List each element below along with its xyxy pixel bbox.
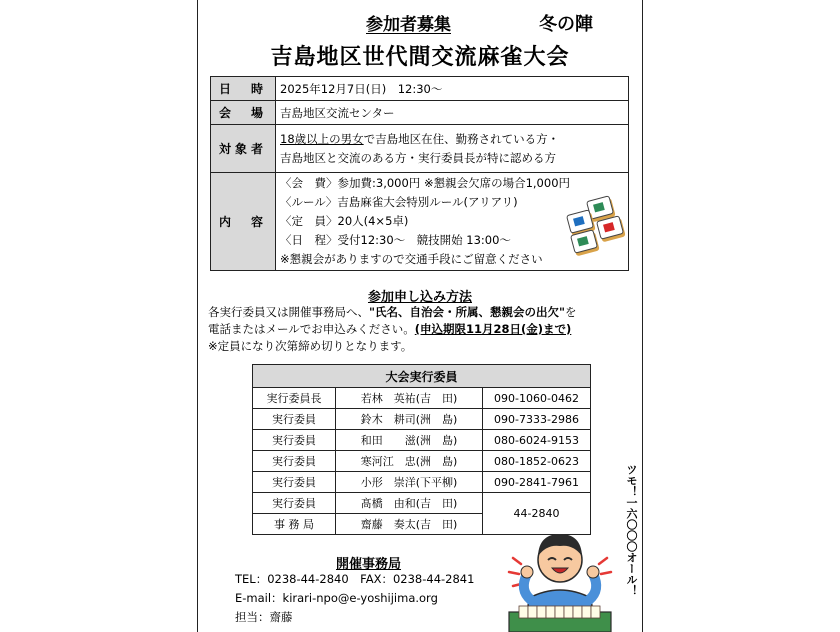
date-label: 日 時 — [211, 77, 276, 101]
target-label: 対象者 — [211, 125, 276, 173]
target-age: 18歳以上の男女 — [280, 131, 364, 146]
venue-label: 会 場 — [211, 101, 276, 125]
mahjong-tiles-icon — [564, 196, 634, 250]
apply-capacity-note: ※定員になり次第締め切りとなります。 — [208, 339, 413, 353]
shared-phone: 44-2840 — [483, 493, 591, 535]
tsumo-callout: ツモ！一六〇〇〇オール！ — [625, 464, 638, 596]
member-phone: 080-6024-9153 — [483, 430, 591, 451]
committee-title: 大会実行委員 — [253, 365, 591, 388]
member-name: 髙橋 由和(吉 田) — [336, 493, 483, 514]
content-fee: 〈会 費〉参加費:3,000円 ※懇親会欠席の場合1,000円 — [280, 176, 571, 190]
content-capacity: 〈定 員〉20人(4×5卓) — [280, 214, 409, 228]
member-phone: 080-1852-0623 — [483, 451, 591, 472]
content-label: 内 容 — [211, 173, 276, 271]
venue-value: 吉島地区交流センター — [276, 101, 629, 125]
content-note: ※懇親会がありますので交通手段にご留意ください — [280, 252, 543, 266]
member-role: 実行委員 — [253, 409, 336, 430]
member-name: 寒河江 忠(洲 島) — [336, 451, 483, 472]
apply-deadline: (申込期限11月28日(金)まで) — [414, 322, 572, 336]
member-role: 事 務 局 — [253, 514, 336, 535]
table-row — [253, 409, 591, 430]
table-row — [253, 388, 591, 409]
member-name: 和田 滋(洲 島) — [336, 430, 483, 451]
table-row — [253, 493, 591, 514]
member-role: 実行委員 — [253, 451, 336, 472]
member-phone: 090-7333-2986 — [483, 409, 591, 430]
recruit-heading: 参加者募集 — [366, 15, 451, 35]
target-line1: で吉島地区在住、勤務されている方・ — [363, 131, 560, 146]
member-role: 実行委員 — [253, 472, 336, 493]
target-line2: 吉島地区と交流のある方・実行委員長が特に認める方 — [280, 150, 556, 165]
office-email: E-mail：kirari-npo@e-yoshijima.org — [235, 591, 438, 605]
apply-line1-pre: 各実行委員又は開催事務局へ、 — [208, 305, 369, 319]
target-value — [276, 125, 629, 173]
table-row — [253, 451, 591, 472]
member-role: 実行委員 — [253, 493, 336, 514]
apply-line1-post: を — [564, 305, 577, 319]
content-schedule: 〈日 程〉受付12:30～ 競技開始 13:00～ — [280, 233, 511, 247]
event-title: 吉島地区世代間交流麻雀大会 — [270, 45, 570, 70]
office-title: 開催事務局 — [336, 557, 402, 572]
flyer-page — [197, 0, 643, 632]
member-phone: 090-2841-7961 — [483, 472, 591, 493]
date-value: 2025年12月7日(日) 12:30～ — [276, 77, 629, 101]
member-name: 若林 英祐(吉 田) — [336, 388, 483, 409]
table-row — [253, 430, 591, 451]
office-person: 担当：齋藤 — [235, 610, 293, 624]
content-rule: 〈ルール〉吉島麻雀大会特別ルール(アリアリ) — [280, 195, 518, 209]
member-role: 実行委員 — [253, 430, 336, 451]
table-row — [253, 472, 591, 493]
member-name: 鈴木 耕司(洲 島) — [336, 409, 483, 430]
office-contact — [235, 570, 474, 627]
member-phone: 090-1060-0462 — [483, 388, 591, 409]
member-name: 齋藤 奏太(吉 田) — [336, 514, 483, 535]
member-name: 小形 崇洋(下平柳) — [336, 472, 483, 493]
mahjong-player-illustration — [503, 520, 617, 632]
member-role: 実行委員長 — [253, 388, 336, 409]
winter-heading: 冬の陣 — [539, 14, 593, 35]
committee-table — [252, 364, 591, 535]
apply-required-items: "氏名、自治会・所属、懇親会の出欠" — [369, 305, 565, 319]
apply-title: 参加申し込み方法 — [367, 290, 472, 305]
office-tel-fax: TEL：0238-44-2840 FAX：0238-44-2841 — [235, 572, 475, 586]
apply-instructions — [208, 304, 636, 355]
apply-line2-pre: 電話またはメールでお申込みください。 — [208, 322, 415, 336]
